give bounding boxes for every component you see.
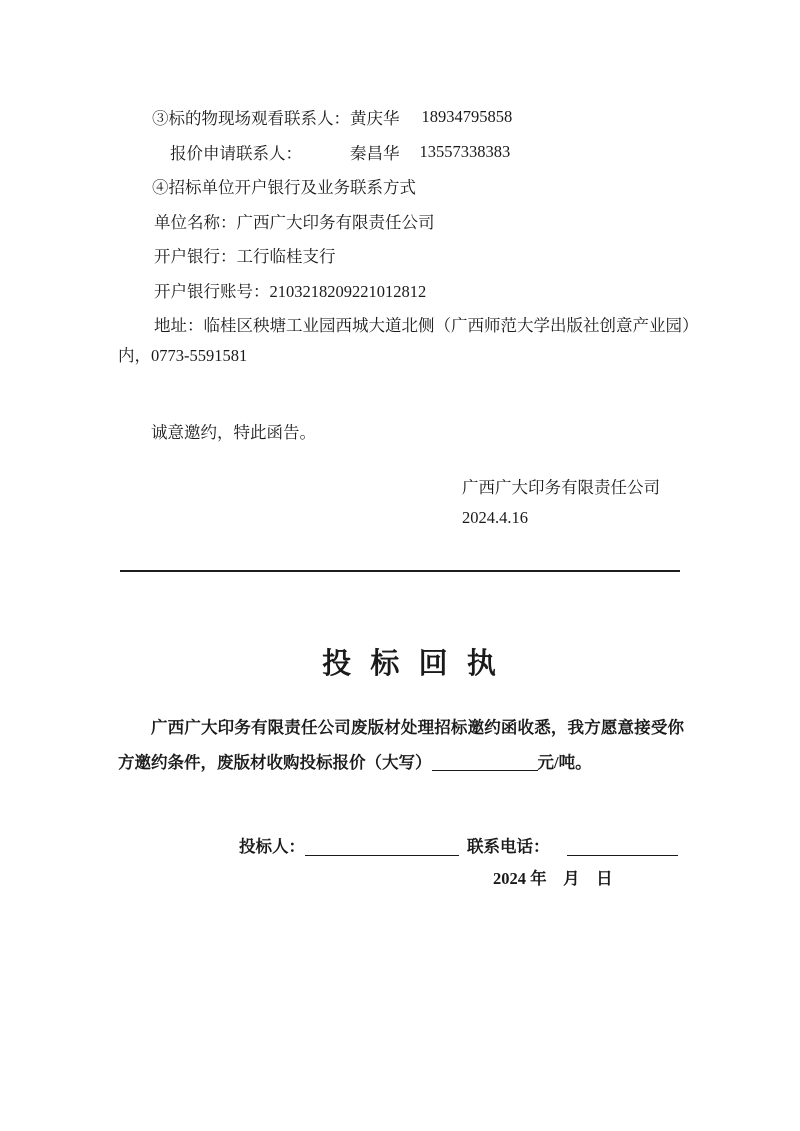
contact-phone-label: 联系电话： xyxy=(467,837,550,856)
reply-date-line: 2024 年 月 日 xyxy=(493,869,613,888)
address-text-2: 内，0773-5591581 xyxy=(118,345,248,365)
quotation-contact-phone: 13557338383 xyxy=(419,141,511,161)
site-viewing-contact-label: ③标的物现场观看联系人： xyxy=(152,109,350,129)
bidder-signature-line xyxy=(239,834,678,856)
company-name-line xyxy=(154,204,684,239)
reply-slip-paragraph xyxy=(118,711,684,780)
bank-section-heading-text: ④招标单位开户银行及业务联系方式 xyxy=(152,178,416,198)
section-divider-line xyxy=(120,570,680,572)
address-text-1: 地址：临桂区秧塘工业园西城大道北侧（广西师范大学出版社创意产业园） xyxy=(154,316,699,336)
signature-company: 广西广大印务有限责任公司 xyxy=(462,478,660,497)
reply-slip-title: 投 标 回 执 xyxy=(322,648,502,680)
address-line-1 xyxy=(154,307,699,342)
site-viewing-contact-line xyxy=(152,100,684,135)
signature-date: 2024.4.16 xyxy=(462,508,528,527)
bank-account-text: 开户银行账号：2103218209221012812 xyxy=(154,281,427,301)
company-name-text: 单位名称：广西广大印务有限责任公司 xyxy=(154,212,435,232)
contact-section xyxy=(118,100,699,366)
contact-phone-fill-in-blank xyxy=(567,840,678,856)
bidder-name-fill-in-blank xyxy=(305,840,459,856)
signature-block xyxy=(462,470,660,534)
bank-section-heading xyxy=(152,169,684,204)
reply-body-after-blank: 元/吨。 xyxy=(537,752,592,772)
bank-account-line xyxy=(154,273,684,308)
site-viewing-contact-phone: 18934795858 xyxy=(421,107,513,127)
bidder-label: 投标人： xyxy=(239,837,305,856)
quotation-contact-name: 秦昌华 xyxy=(350,143,400,163)
quotation-contact-line xyxy=(170,135,684,170)
bank-name-line xyxy=(154,238,684,273)
price-fill-in-blank xyxy=(432,755,538,771)
address-line-2 xyxy=(118,342,684,366)
quotation-contact-label: 报价申请联系人： xyxy=(170,143,302,163)
site-viewing-contact-name: 黄庆华 xyxy=(350,109,400,129)
bank-name-text: 开户银行：工行临桂支行 xyxy=(154,247,336,267)
reply-body-before-blank: 广西广大印务有限责任公司废版材处理招标邀约函收悉，我方愿意接受你方邀约条件，废版材收购投标报价（大写） xyxy=(118,718,684,772)
closing-sentence: 诚意邀约，特此函告。 xyxy=(151,423,316,442)
